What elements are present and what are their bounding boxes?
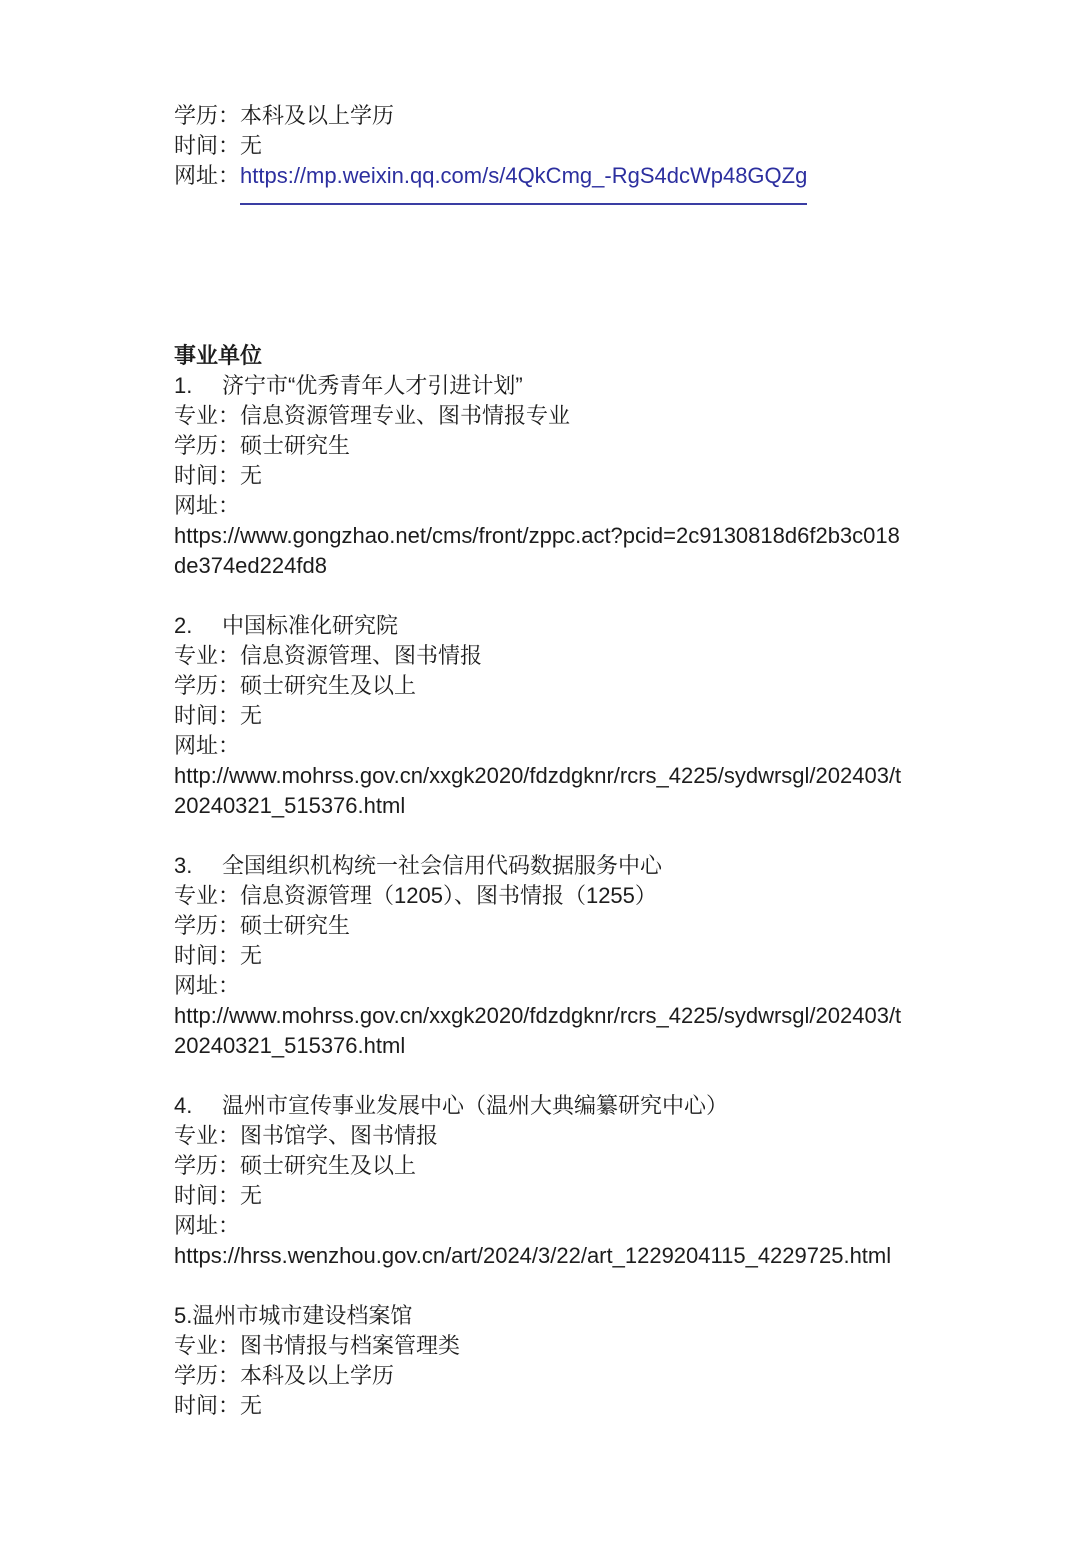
edu-line — [174, 671, 1034, 701]
entry-title — [174, 1091, 1034, 1121]
major-line — [174, 881, 1034, 911]
major-label: 专业： — [174, 643, 241, 668]
intro-block — [174, 101, 1034, 191]
edu-line — [174, 1151, 1034, 1181]
time-label: 时间： — [174, 133, 241, 158]
edu-label: 学历： — [174, 673, 241, 698]
url-text-line: http://www.mohrss.gov.cn/xxgk2020/fdzdgknr/rcrs_4225/sydwrsgl/202403/t — [174, 763, 902, 788]
entry-title — [174, 611, 1034, 641]
url-text-line: 20240321_515376.html — [174, 1033, 406, 1058]
edu-line — [174, 1361, 1034, 1391]
time-label: 时间： — [174, 463, 241, 488]
edu-label: 学历： — [174, 103, 241, 128]
entry-title — [174, 851, 1034, 881]
entry-5 — [174, 1301, 1034, 1421]
major-label: 专业： — [174, 883, 241, 908]
edu-line — [174, 431, 1034, 461]
edu-value: 硕士研究生 — [240, 433, 351, 458]
major-line — [174, 1331, 1034, 1361]
time-value: 无 — [240, 1393, 263, 1418]
weixin-link[interactable]: https://mp.weixin.qq.com/s/4QkCmg_-RgS4dcWp48GQZg — [240, 163, 808, 188]
url-label: 网址： — [174, 733, 241, 758]
time-label: 时间： — [174, 1393, 241, 1418]
url-text-line: https://hrss.wenzhou.gov.cn/art/2024/3/22/art_1229204115_4229725.html — [174, 1243, 892, 1268]
entry-title — [174, 371, 1034, 401]
url-line — [174, 161, 1034, 191]
major-value: 图书馆学、图书情报 — [240, 1123, 439, 1148]
url-label: 网址： — [174, 163, 241, 188]
entry-2 — [174, 611, 1034, 821]
time-line — [174, 941, 1034, 971]
entry-title: 5.温州市城市建设档案馆 — [174, 1303, 413, 1328]
entry-4 — [174, 1091, 1034, 1271]
entry-3 — [174, 851, 1034, 1061]
entry-name: 全国组织机构统一社会信用代码数据服务中心 — [222, 853, 663, 878]
entry-number: 4. — [174, 1093, 193, 1118]
edu-line — [174, 911, 1034, 941]
time-line — [174, 1181, 1034, 1211]
document-body — [174, 101, 1034, 1421]
entry-name: 中国标准化研究院 — [222, 613, 399, 638]
edu-value: 硕士研究生 — [240, 913, 351, 938]
entry-number: 1. — [174, 373, 193, 398]
major-value: 信息资源管理专业、图书情报专业 — [240, 403, 571, 428]
time-value: 无 — [240, 1183, 263, 1208]
url-text-line: 20240321_515376.html — [174, 793, 406, 818]
time-value: 无 — [240, 703, 263, 728]
major-line — [174, 641, 1034, 671]
edu-value: 本科及以上学历 — [240, 1363, 395, 1388]
section-title: 事业单位 — [174, 343, 263, 368]
time-line — [174, 1391, 1034, 1421]
major-value: 信息资源管理、图书情报 — [240, 643, 483, 668]
time-line — [174, 131, 1034, 161]
time-label: 时间： — [174, 703, 241, 728]
major-label: 专业： — [174, 403, 241, 428]
public-institutions-section — [174, 341, 1034, 1421]
url-label: 网址： — [174, 973, 241, 998]
time-value: 无 — [240, 943, 263, 968]
entry-name: 温州市宣传事业发展中心（温州大典编纂研究中心） — [222, 1093, 729, 1118]
major-value: 信息资源管理（1205）、图书情报（1255） — [240, 883, 657, 908]
edu-label: 学历： — [174, 1363, 241, 1388]
time-value: 无 — [240, 463, 263, 488]
edu-value: 硕士研究生及以上 — [240, 673, 417, 698]
time-label: 时间： — [174, 943, 241, 968]
url-text-line: de374ed224fd8 — [174, 553, 327, 578]
url-label: 网址： — [174, 493, 241, 518]
time-line — [174, 461, 1034, 491]
url-label: 网址： — [174, 1213, 241, 1238]
entry-name: 济宁市“优秀青年人才引进计划” — [222, 373, 523, 398]
edu-value: 本科及以上学历 — [240, 103, 395, 128]
entry-number: 2. — [174, 613, 193, 638]
major-line — [174, 1121, 1034, 1151]
time-line — [174, 701, 1034, 731]
major-label: 专业： — [174, 1123, 241, 1148]
entry-1 — [174, 371, 1034, 581]
edu-label: 学历： — [174, 1153, 241, 1178]
major-line — [174, 401, 1034, 431]
time-label: 时间： — [174, 1183, 241, 1208]
time-value: 无 — [240, 133, 263, 158]
url-text-line: http://www.mohrss.gov.cn/xxgk2020/fdzdgknr/rcrs_4225/sydwrsgl/202403/t — [174, 1003, 902, 1028]
edu-label: 学历： — [174, 433, 241, 458]
major-value: 图书情报与档案管理类 — [240, 1333, 461, 1358]
major-label: 专业： — [174, 1333, 241, 1358]
edu-label: 学历： — [174, 913, 241, 938]
edu-line — [174, 101, 1034, 131]
url-text-line: https://www.gongzhao.net/cms/front/zppc.act?pcid=2c9130818d6f2b3c018 — [174, 523, 900, 548]
edu-value: 硕士研究生及以上 — [240, 1153, 417, 1178]
entry-number: 3. — [174, 853, 193, 878]
